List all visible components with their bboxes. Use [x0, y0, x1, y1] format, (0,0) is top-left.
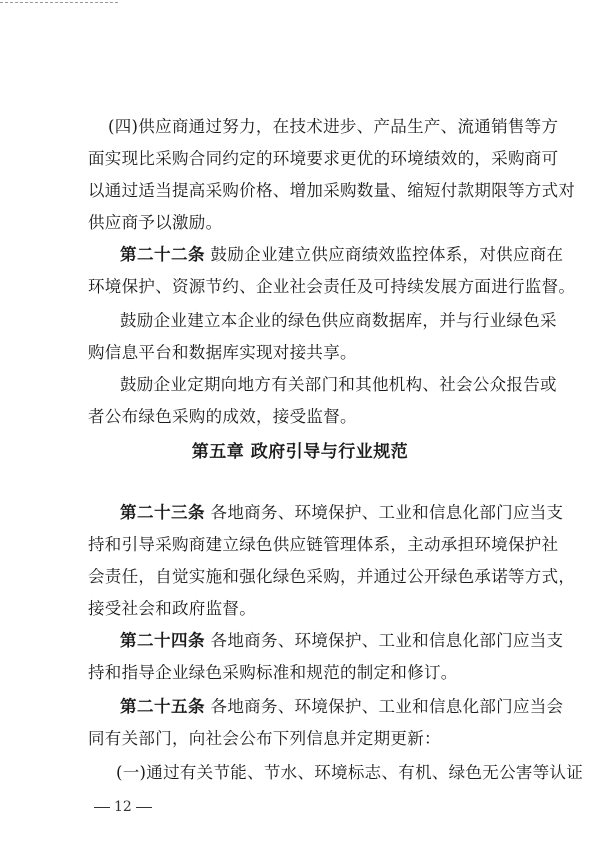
body-line: (四)供应商通过努力，在技术进步、产品生产、流通销售等方 [108, 117, 559, 136]
body-line: 以通过适当提高采购价格、增加采购数量、缩短付款期限等方式对 [88, 181, 576, 200]
dash-right [136, 807, 152, 808]
article-24-line: 第二十四条 各地商务、环境保护、工业和信息化部门应当支 [120, 631, 564, 650]
body-line: 购信息平台和数据库实现对接共享。 [88, 343, 357, 362]
article-number: 第二十四条 [120, 631, 205, 650]
body-line: 同有关部门，向社会公布下列信息并定期更新： [88, 729, 441, 748]
article-23-line: 第二十三条 各地商务、环境保护、工业和信息化部门应当支 [120, 503, 564, 522]
body-line: 鼓励企业建立本企业的绿色供应商数据库，并与行业绿色采 [120, 311, 557, 330]
article-22-line: 第二十二条 鼓励企业建立供应商绩效监控体系，对供应商在 [120, 245, 564, 264]
body-line: 环境保护、资源节约、企业社会责任及可持续发展方面进行监督。 [88, 277, 576, 296]
article-number: 第二十五条 [120, 697, 205, 716]
article-25-line: 第二十五条 各地商务、环境保护、工业和信息化部门应当会 [120, 697, 564, 716]
page-number: 12 [114, 799, 132, 815]
body-line: 者公布绿色采购的成效，接受监督。 [88, 407, 357, 426]
top-rule [0, 2, 118, 3]
body-line: 持和指导企业绿色采购标准和规范的制定和修订。 [88, 663, 458, 682]
article-number: 第二十二条 [120, 245, 205, 264]
body-line: 鼓励企业定期向地方有关部门和其他机构、社会公众报告或 [120, 375, 557, 394]
body-line: 接受社会和政府监督。 [88, 599, 256, 618]
dash-left [94, 807, 110, 808]
article-number: 第二十三条 [120, 503, 205, 522]
body-line: 会责任，自觉实施和强化绿色采购，并通过公开绿色承诺等方式， [88, 567, 576, 586]
chapter-title: 第五章 政府引导与行业规范 [191, 442, 409, 462]
body-line: 供应商予以激励。 [88, 213, 223, 232]
body-line: 持和引导采购商建立绿色供应链管理体系，主动承担环境保护社 [88, 535, 559, 554]
page-footer [90, 798, 156, 816]
body-line: (一)通过有关节能、节水、环境标志、有机、绿色无公害等认证 [116, 763, 584, 782]
body-line: 面实现比采购合同约定的环境要求更优的环境绩效的，采购商可 [88, 149, 559, 168]
